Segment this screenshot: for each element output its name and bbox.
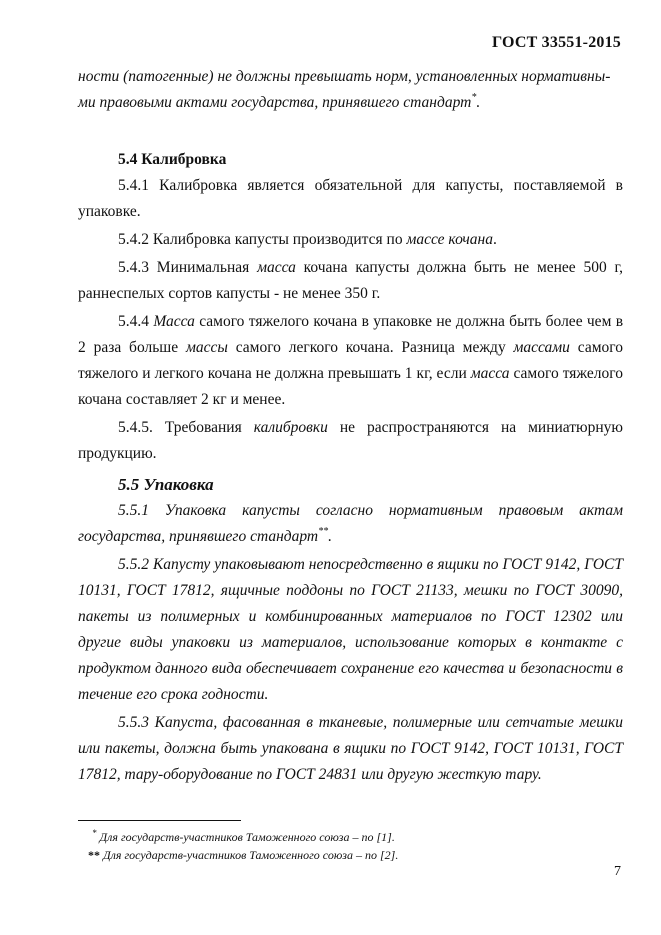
footnote-text: Для государств-участников Таможенного союза – по [1]. [96,830,395,844]
carryover-end: . [476,94,481,111]
document-code: ГОСТ 33551-2015 [492,34,621,51]
section-heading-calibration: 5.4 Калибровка [118,151,227,168]
clause-text: 5.4.2 Калибровка капусты производится по [118,231,407,248]
clause-emphasis: масса [257,259,296,276]
clause-5-5-2: 5.5.2 Капусту упаковывают непосредственно в ящики по ГОСТ 9142, ГОСТ 10131, ГОСТ 17812, ящичные поддоны по ГОСТ 21133, мешки по ГОСТ 30090, пакеты из полимерных и комбинированных материалов по ГОСТ 12302 или другие виды упаковки из материалов, использование которых в контакте с продуктом данного вида обеспечивает сохранение его качества и безопасности в течение его срока годности. [78,556,623,703]
clause-emphasis: массе кочана [406,231,493,248]
page-number: 7 [614,864,621,879]
clause-end: . [328,528,332,545]
clause-emphasis: калибровки [253,419,328,436]
clause-5-4-4 [78,309,623,413]
footnote-ref-1: * [471,92,477,103]
carryover-line-2 [78,90,623,116]
clause-text: . [493,231,497,248]
clause-emphasis: массами [513,339,570,356]
clause-text: 5.4.5. Требования [118,419,254,436]
clause-5-4-3 [78,255,623,307]
clause-text: не распространяются на миниатюрную продукцию. [78,419,624,462]
clause-text: 5.4.3 Минимальная [118,259,258,276]
clause-text: 5.5.1 Упаковка капусты согласно нормативным правовым актам государства, принявшего стандарт [78,502,623,545]
clause-text: самого легкого кочана. Разница между [227,339,514,356]
clause-5-4-5 [78,415,623,467]
clause-5-5-1 [78,498,623,550]
footnote-text: Для государств-участников Таможенного союза – по [2]. [100,848,399,862]
footnote-mark: * [92,828,97,838]
footnote-ref-2: ** [318,526,329,537]
footnote-separator [78,820,241,821]
clause-5-4-1: 5.4.1 Калибровка является обязательной для капусты, поставляемой в упаковке. [78,177,623,220]
footnote-mark: ** [88,848,100,862]
page-body [78,64,623,788]
carryover-text: ми правовыми актами государства, принявшего стандарт [78,94,472,111]
clause-text: самого тяжелого и легкого кочана не должна превышать 1 кг, если [78,339,624,382]
carryover-line-1: ности (патогенные) не должны превышать норм, установленных нормативны- [78,68,611,85]
footnote-1 [92,829,395,845]
clause-emphasis: Масса [153,313,195,330]
clause-emphasis: масса [470,365,510,382]
clause-5-4-2 [78,227,623,253]
clause-5-5-3: 5.5.3 Капуста, фасованная в тканевые, полимерные или сетчатые мешки или пакеты, должна быть упакована в ящики по ГОСТ 9142, ГОСТ 10131, ГОСТ 17812, тару-оборудование по ГОСТ 24831 или другую жесткую тару. [78,714,623,783]
clause-text: 5.4.4 [118,313,154,330]
clause-emphasis: массы [185,339,228,356]
clause-text: самого тяжелого кочана составляет 2 кг и менее. [78,365,623,408]
clause-text: кочана капусты должна быть не менее 500 г, раннеспелых сортов капусты - не менее 350 г. [78,259,623,302]
footnote-2 [88,847,398,863]
section-heading-packaging: 5.5 Упаковка [118,475,214,494]
clause-text: самого тяжелого кочана в упаковке не должна быть более чем в 2 раза больше [78,313,624,356]
